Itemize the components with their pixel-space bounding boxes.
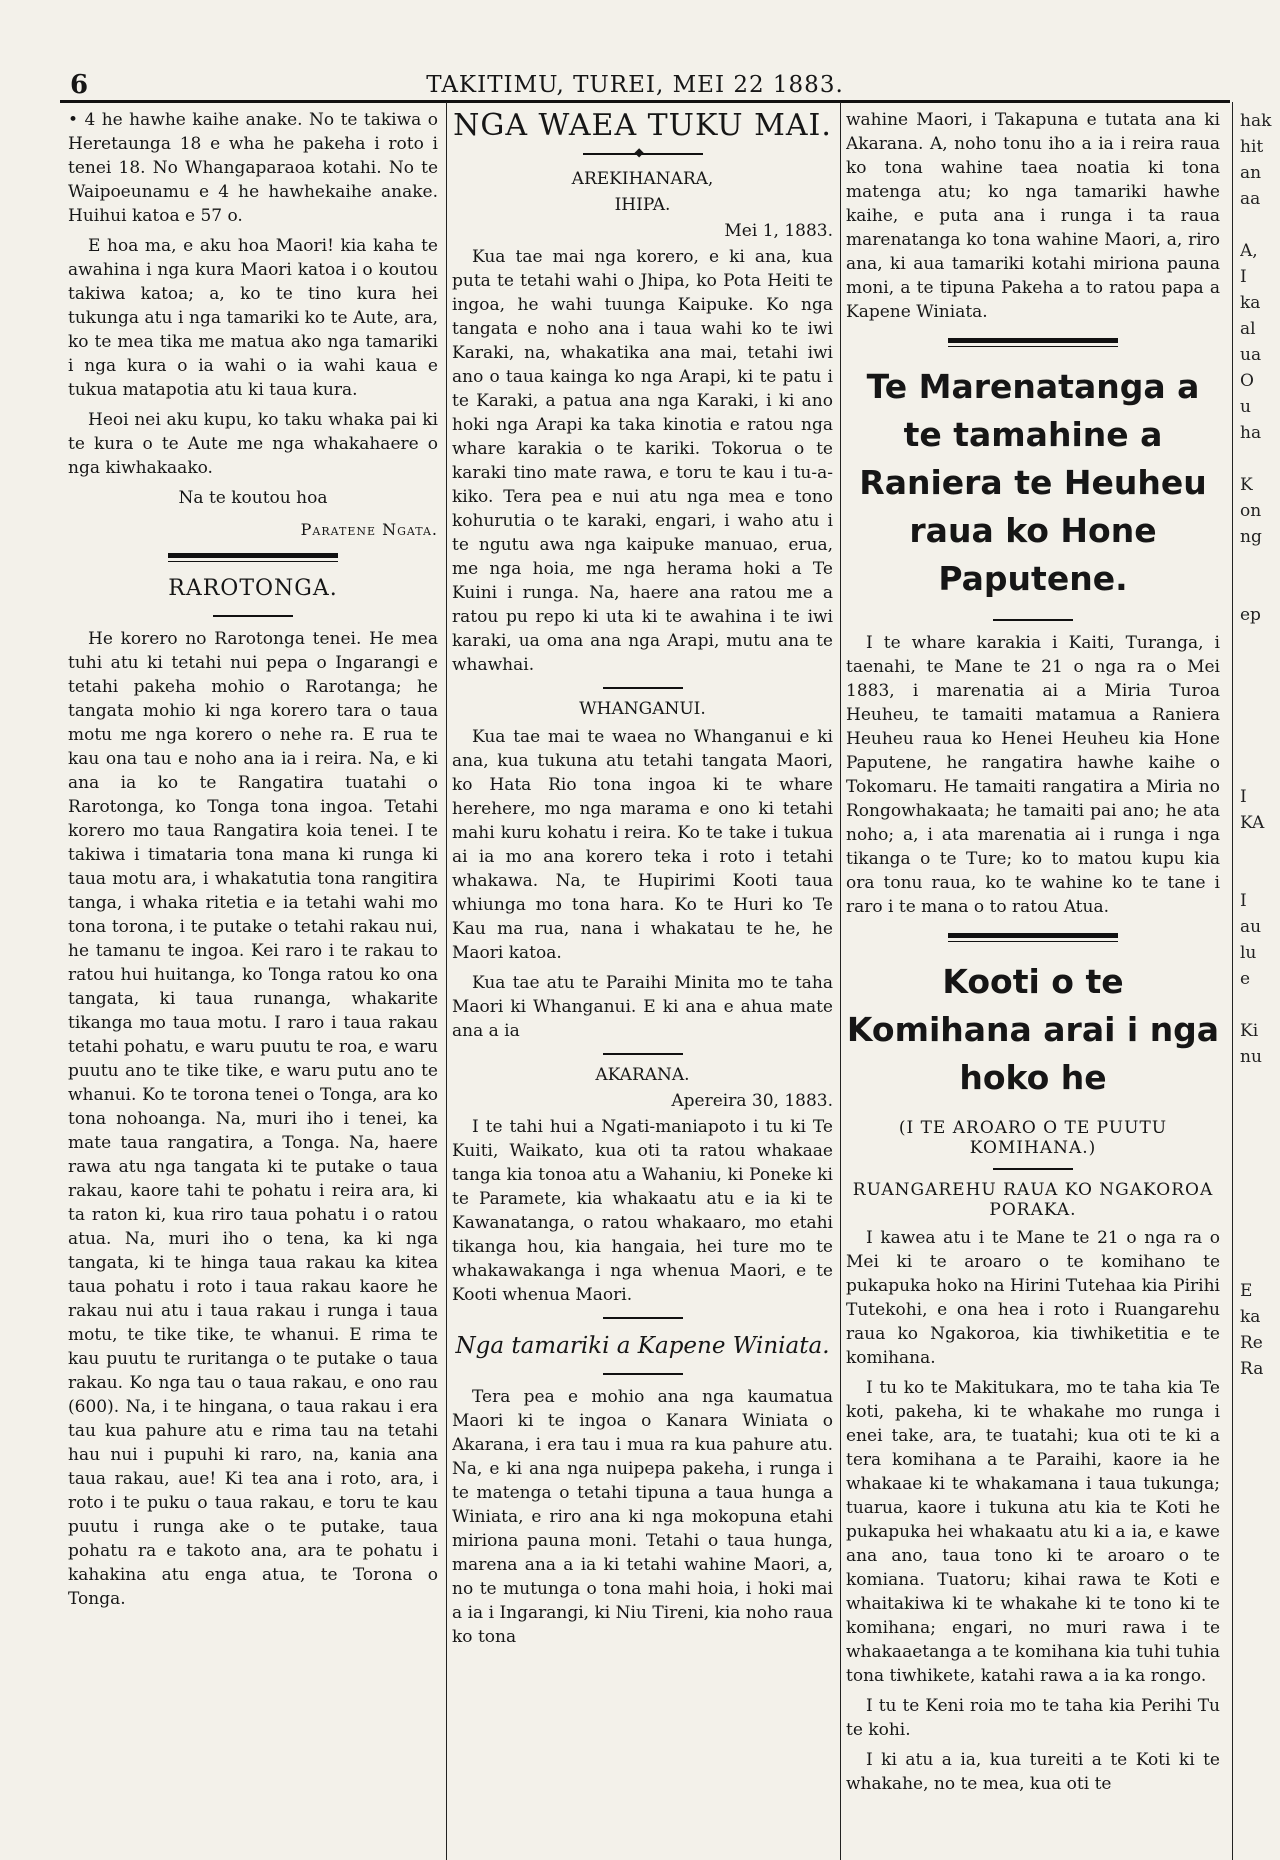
sliver-line: A, — [1240, 241, 1258, 261]
sliver-line: ka — [1240, 293, 1261, 313]
paragraph: E hoa ma, e aku hoa Maori! kia kaha te awahina i nga kura Maori katoa i o koutou takiwa katoa; a, ko te tino kura hei tukunga atu i nga tamariki ko te Aute, ara, ko te mea tika me matua ako nga tamariki i nga kura o ia wahi o ia wahi kaua e tukua matapotia atu ki taua kura. — [68, 236, 438, 400]
sliver-line — [1240, 654, 1280, 680]
paragraph: Kua tae atu te Paraihi Minita mo te taha Maori ki Whanganui. E ki ana e ahua mate ana a ia — [452, 973, 833, 1041]
paragraph: wahine Maori, i Takapuna e tutata ana ki Akarana. A, noho tonu iho a ia i reira raua ko tona wahine taea noatia ki tona matenga atu; ko nga tamariki hawhe kaihe, e puta ana i runga i ta raua marenatanga ko tona wahine Maori, a, riro ana, ki aua tamariki kotahi miriona pauna moni, a te tipuna Pakeha a to ratou papa a Kapene Winiata. — [846, 110, 1220, 322]
sliver-line: I — [1240, 891, 1247, 911]
telegrams-banner: NGA WAEA TUKU MAI. — [453, 108, 832, 143]
sliver-line: O — [1240, 371, 1254, 391]
sliver-line: u — [1240, 397, 1251, 417]
sliver-line — [1240, 758, 1280, 784]
short-rule — [993, 619, 1073, 621]
section-rule — [948, 338, 1118, 347]
sliver-line: hit — [1240, 137, 1264, 157]
sliver-line — [1240, 576, 1280, 602]
sliver-line — [1240, 628, 1280, 654]
sliver-line: Re — [1240, 1333, 1263, 1353]
signature: Paratene Ngata. — [300, 520, 438, 539]
paragraph: • 4 he hawhe kaihe anake. No te takiwa o Heretaunga 18 e wha he pakeha i roto i tenei 18. No Whangaparaoa kotahi. No te Waipoeunamu e 4 he hawhekaihe anake. Huihui katoa e 57 o. — [68, 110, 438, 226]
dateline-country: IHIPA. — [614, 195, 671, 215]
dateline-place: AKARANA. — [595, 1065, 690, 1085]
sliver-line: I — [1240, 787, 1247, 807]
section-heading: Te Marenatanga a te tamahine a Raniera te Heuheu raua ko Hone Paputene. — [859, 367, 1207, 598]
paragraph: I kawea atu i te Mane te 21 o nga ra o Mei ki te aroaro o te komihano te pukapuka hoko na Hirini Tutehaa kia Pirihi Tutekohi, e ona hea i roto i Ruangarehu raua ko Ngakoroa, kia tiwhiketitia e te komihana. — [846, 1228, 1220, 1368]
sliver-line: nu — [1240, 1047, 1262, 1067]
section-heading: Kooti o te Komihana arai i nga hoko he — [846, 962, 1220, 1097]
paragraph: Kua tae mai nga korero, e ki ana, kua puta te tetahi wahi o Jhipa, ko Pota Heiti te ingoa, he wahi tuunga Kaipuke. Ko nga tangata e noho ana i taua wahi ko te iwi Karaki, na, whakatika ana mai, tetahi iwi ano o taua kainga ko nga Arapi, ki te patu i te Karaki, a patua ana nga Karaki, i ki ano hoki nga Arapi ka taka kinotia e ratou nga whare karakia o te kariki. Tokorua o te karaki tino mate rawa, e toru te kau i tu-a-kiko. Tera pea e nui atu nga mea e tono kohurutia o te karaki, engari, i waho atu i te ngutu awa nga kaipuke manuao, erua, me nga hoia, me nga herama hoki a Te Kuini i runga. Na, haere ana ratou me a ratou pu repo ki uta ki te awahina i te iwi karaki, ua oma ana nga Arapi, mutu ana te whawhai. — [452, 247, 833, 675]
sliver-line: on — [1240, 501, 1262, 521]
column-divider — [1232, 102, 1233, 1860]
adjacent-page-sliver — [1240, 108, 1280, 1860]
sliver-line — [1240, 1200, 1280, 1226]
sliver-line: ka — [1240, 1307, 1261, 1327]
sliver-line — [1240, 1096, 1280, 1122]
sliver-line — [1240, 1070, 1280, 1096]
subheading: RUANGAREHU RAUA KO NGAKOROA PORAKA. — [852, 1180, 1214, 1220]
page-header — [40, 64, 1230, 98]
sliver-line: al — [1240, 319, 1256, 339]
sliver-line — [1240, 1174, 1280, 1200]
paragraph: I ki atu a ia, kua tureiti a te Koti ki te whakahe, no te mea, kua oti te — [846, 1750, 1220, 1794]
short-rule — [603, 1053, 683, 1055]
column-2 — [452, 108, 833, 1860]
short-rule — [213, 615, 293, 617]
section-heading: RAROTONGA. — [168, 576, 338, 601]
sliver-line: K — [1240, 475, 1253, 495]
sliver-line — [1240, 446, 1280, 472]
section-rule — [948, 933, 1118, 942]
short-rule — [993, 1168, 1073, 1170]
sliver-line — [1240, 1226, 1280, 1252]
sliver-line: an — [1240, 163, 1262, 183]
sliver-line: Ki — [1240, 1021, 1259, 1041]
dateline-place: WHANGANUI. — [579, 699, 706, 719]
short-rule — [603, 1373, 683, 1375]
sliver-line — [1240, 1252, 1280, 1278]
sliver-line — [1240, 732, 1280, 758]
paragraph: I te tahi hui a Ngati-maniapoto i tu ki Te Kuiti, Waikato, kua oti ta ratou whakaae tanga kia tonoa atu a Wahaniu, ki Poneke ki te Paramete, kia whakaatu atu e ia ki te Kawanatanga, o ratou whakaaro, mo etahi tikanga hou, kia hangaia, hei ture mo te whakawakanga i nga whenua Maori, e te Kooti whenua Maori. — [452, 1117, 833, 1305]
short-rule — [603, 687, 683, 689]
sliver-line — [1240, 1122, 1280, 1148]
page-number: 6 — [70, 70, 89, 100]
paragraph: Kua tae mai te waea no Whanganui e ki ana, kua tukuna atu tetahi tangata Maori, ko Hata Rio tona ingoa ki te whare herehere, mo nga marama e ono ki tetahi mahi kuru kohatu i reira. Ko te take i tukua ai ia mo ana korero teka i roto i tetahi whakawa. Na, te Hupirimi Kooti taua whiunga mo tona hara. Ko te Huri ko Te Kau ma rua, nana i whakatau te he, he Maori katoa. — [452, 727, 833, 963]
sliver-line: lu — [1240, 943, 1257, 963]
sliver-line: ha — [1240, 423, 1262, 443]
sliver-line — [1240, 550, 1280, 576]
sliver-line — [1240, 836, 1280, 862]
paragraph: I tu te Keni roia mo te taha kia Perihi Tu te kohi. — [846, 1696, 1220, 1740]
paragraph: He korero no Rarotonga tenei. He mea tuhi atu ki tetahi nui pepa o Ingarangi e tetahi pakeha mohio o Rarotanga; he tangata mohio ki nga korero tara o taua motu me nga korero o nehe ra. E rua te kau ona tau e noho ana ia i reira. Na, e ki ana ia ko te Rangatira tuatahi o Rarotonga, ko Tonga tona ingoa. Tetahi korero mo taua Rangatira koia tenei. I te takiwa i timataria tona mana ki runga ki taua motu ara, i whakatutia tona rangitira tanga, i whaka ritetia e ia tetahi wahi mo tona torona, i te putake o tetahi rakau nui, he tamanu te ingoa. Kei raro i te rakau to ratou hui huitanga, ko Tonga ratou ko ona tangata, ki taua runanga, whakarite tikanga mo taua motu. I raro i taua rakau tetahi pohatu, e waru puutu te roa, e waru puutu ano te tike tike, e waru putu ano te whanui. Ko te torona tenei o Tonga, ara ko tona nohoanga. Na, muri iho i tenei, ka mate taua rangatira, a Tonga. Na, haere rawa atu nga tangata ki te putake o taua rakau, kaore tahi te pohatu i reira ara, ki ta raton ki, kua riro taua pohatu i o ratou atua. Na, muri iho o tena, ka ki nga tangata, ki te hinga taua rakau ka kitea taua pohatu i roto i taua rakau kaore he rakau nui atu i taua rakau i runga i taua motu, te tike tike, te whanui. E rima te kau puutu te ruritanga o te putake o taua rakau. Ko nga tau o taua rakau, e ono rau (600). Na, i te hingana, o taua rakau i era tau kua pahure atu e rima tau na tetahi hau nui i pupuhi ki raro, na, kania ana taua rakau, aue! Ki tea ana i roto, ara, i roto i te puku o taua rakau, e toru te kau puutu i runga ake o te putake, taua pohatu ra e takoto ana, ara te pohatu i kahakina atu enga atua, te Torona o Tonga. — [68, 629, 438, 1609]
sliver-line: I — [1240, 267, 1247, 287]
sliver-line — [1240, 706, 1280, 732]
column-divider — [840, 102, 841, 1860]
sliver-line — [1240, 1148, 1280, 1174]
sliver-line: ua — [1240, 345, 1262, 365]
sliver-line: e — [1240, 969, 1251, 989]
subheading: (I TE AROARO O TE PUUTU KOMIHANA.) — [898, 1118, 1168, 1158]
dateline-place: AREKIHANARA, — [571, 169, 714, 189]
section-rule — [168, 553, 338, 562]
sliver-line: KA — [1240, 813, 1265, 833]
paragraph: I tu ko te Makitukara, mo te taha kia Te koti, pakeha, ki te whakahe mo runga i enei take, ara, te tuatahi; kua oti te ki a tera komihana a te Paraihi, kaore ia he whakaae ki te whakamana i taua tukunga; tuarua, kaore i tukuna atu kia te Koti he pukapuka hei whakaatu atu ki a ia, e kawe ana ano, taua tono ki te aroaro o te komiana. Tuatoru; kihai rawa te Koti e whaitakiwa ki te whakahe ki te tono ki te komihana; engari, no muri rawa i te whakaaetanga a te komihana kia tuhi tuhia tona tiwhikete, katahi rawa a ia ka rongo. — [846, 1378, 1220, 1686]
paragraph: Heoi nei aku kupu, ko taku whaka pai ki te kura o te Aute me nga whakahaere o nga kiwhakaako. — [68, 410, 438, 478]
sliver-line: hak — [1240, 111, 1272, 131]
masthead: TAKITIMU, TUREI, MEI 22 1883. — [426, 72, 844, 98]
section-heading: Nga tamariki a Kapene Winiata. — [455, 1333, 830, 1359]
paragraph: I te whare karakia i Kaiti, Turanga, i taenahi, te Mane te 21 o nga ra o Mei 1883, i marenatia ai a Miria Turoa Heuheu, te tamaiti matamua a Raniera Heuheu raua ko Henei Heuheu kia Hone Paputene, he rangatira hawhe kaihe o Tokomaru. He tamaiti rangatira a Miria no Rongowhakaata; he tamaiti pai ano; he ata noho; a, i ata marenatia ai i runga i nga tikanga o te Ture; ko to matou kupu kia ora tonu raua, ko te wahine ko te tane i raro i te mana o to ratou Atua. — [846, 633, 1220, 917]
ornament-rule — [583, 153, 703, 155]
dateline-date: Mei 1, 1883. — [724, 221, 833, 241]
sliver-line: au — [1240, 917, 1262, 937]
sliver-line: aa — [1240, 189, 1261, 209]
sliver-line — [1240, 212, 1280, 238]
sliver-line: Ra — [1240, 1359, 1264, 1379]
dateline-date: Apereira 30, 1883. — [671, 1091, 833, 1111]
column-3 — [846, 108, 1220, 1860]
sliver-line — [1240, 992, 1280, 1018]
column-divider — [446, 102, 447, 1860]
column-1 — [68, 108, 438, 1860]
paragraph: Tera pea e mohio ana nga kaumatua Maori ki te ingoa o Kanara Winiata o Akarana, i era tau i mua ra kua pahure atu. Na, e ki ana nga nuipepa pakeha, i runga i te matenga o tetahi tipuna a taua hunga a Winiata, e riro ana ki nga mokopuna etahi miriona pauna moni. Tetahi o taua hunga, marena ana a ia ki tetahi wahine Maori, a, no te mutunga o tona mahi hoia, i hoki mai a ia i Ingarangi, ki Niu Tireni, kia noho raua ko tona — [452, 1387, 833, 1647]
closing: Na te koutou hoa — [178, 488, 328, 508]
short-rule — [603, 1317, 683, 1319]
sliver-line: ng — [1240, 527, 1262, 547]
sliver-line: E — [1240, 1281, 1253, 1301]
header-rule — [60, 100, 1230, 103]
sliver-line — [1240, 862, 1280, 888]
sliver-line — [1240, 680, 1280, 706]
sliver-line: ep — [1240, 605, 1261, 625]
